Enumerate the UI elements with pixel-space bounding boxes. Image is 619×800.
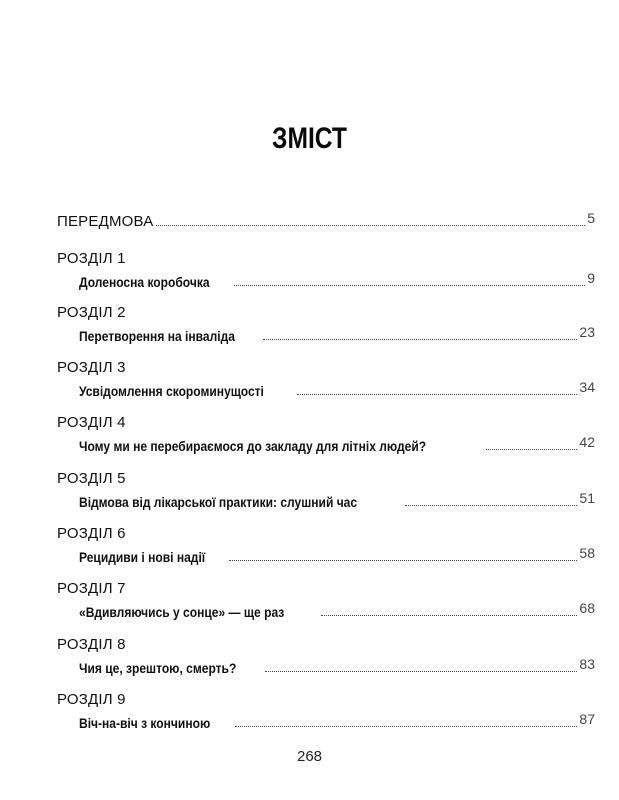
toc-page-number: 5 [587,210,595,226]
chapter-label: РОЗДІЛ 7 [57,580,126,597]
dot-leader [235,726,578,727]
dot-leader [156,225,585,226]
dot-leader [265,671,578,672]
toc-page-number: 42 [579,434,595,450]
chapter-label: РОЗДІЛ 8 [57,636,126,653]
toc-entry [79,711,595,731]
toc-page-number: 23 [579,324,595,340]
dot-leader [263,339,577,340]
toc-entry-title: Відмова від лікарської практики: слушний час [79,494,358,510]
toc-entry [79,545,595,565]
toc-page-number: 9 [587,270,595,286]
toc-page-number: 51 [579,490,595,506]
chapter-label: РОЗДІЛ 9 [57,691,126,708]
toc-entry [79,656,595,676]
toc-entry-title: Чия це, зрештою, смерть? [79,660,237,676]
toc-entry [79,490,595,510]
toc-entry-title: Рецидиви і нові надії [79,549,206,565]
toc-entry-label: ПЕРЕДМОВА [57,213,154,230]
toc-page-number: 87 [579,711,595,727]
dot-leader [321,615,578,616]
dot-leader [229,560,578,561]
toc-page-number: 83 [579,656,595,672]
dot-leader [297,394,577,395]
toc-entry-preface [57,210,595,230]
toc-entry-title: Віч-на-віч з кончиною [79,715,211,731]
dot-leader [486,449,578,450]
toc-entry [79,600,595,620]
toc-entry [79,270,595,290]
chapter-label: РОЗДІЛ 6 [57,525,126,542]
dot-leader [405,505,577,506]
toc-entry [79,324,595,344]
chapter-label: РОЗДІЛ 2 [57,304,126,321]
page-number: 268 [296,748,323,765]
toc-page-number: 34 [579,379,595,395]
toc-page-number: 68 [579,600,595,616]
toc-entry-title: Доленосна коробочка [79,274,210,290]
toc-entry-title: «Вдивляючись у сонце» — ще раз [79,604,285,620]
toc-entry-title: Усвідомлення скороминущості [79,383,264,399]
toc-entry [79,434,595,454]
page-title: ЗМІСТ [272,122,347,155]
chapter-label: РОЗДІЛ 5 [57,470,126,487]
toc-page-number: 58 [579,545,595,561]
toc-entry [79,379,595,399]
chapter-label: РОЗДІЛ 1 [57,250,126,267]
toc-entry-title: Перетворення на інваліда [79,328,235,344]
dot-leader [234,285,585,286]
chapter-label: РОЗДІЛ 3 [57,359,126,376]
toc-entry-title: Чому ми не перебираємося до закладу для літніх людей? [79,438,427,454]
chapter-label: РОЗДІЛ 4 [57,414,126,431]
